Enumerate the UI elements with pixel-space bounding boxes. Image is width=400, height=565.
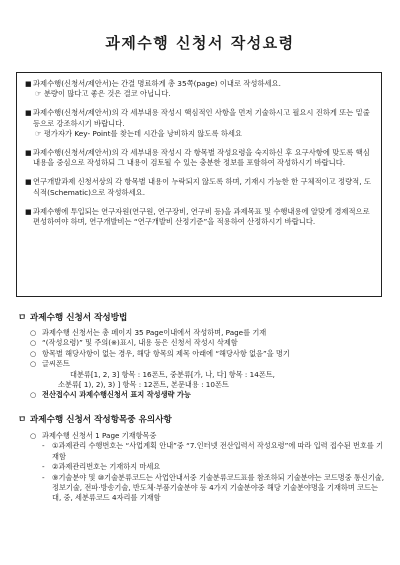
sub-list-item-text: ⑨기술분야 및 ⑩기술분류코드는 사업안내서중 기술분류코드표를 참조하되 기술분야는 코드명중 통신기술, 정보기술, 전파·방송기술, 반도체·부품기술분야 등 4가지 기술분야중 해당 기술분야명을 기재하며 코드는 대, 중, 세분류코드 4자리를 기재함: [52, 472, 385, 503]
bullet-square-icon: ■: [25, 178, 32, 187]
list-item-text: 전산접수시 과제수행신청서 표지 작성생략 가능: [42, 390, 191, 400]
list-item-text: “(작성요령)” 및 주의(※)표시, 내용 등은 신청서 작성시 삭제함: [42, 338, 238, 348]
guide-item: [25, 108, 373, 139]
list-item-text: 항목별 해당사항이 없는 경우, 해당 항목의 제목 아래에 “해당사항 없음”을 명기: [42, 348, 290, 358]
guide-item-text: 과제수행(신청서/제안서)의 각 세부내용 작성시 각 항목별 작성요령을 숙지하신 후 요구사항에 맞도록 핵심내용을 중심으로 작성하되 그 내용이 검토될 수 있는 충분한 정보를 포함하여 작성하시기 바랍니다.: [33, 148, 370, 168]
sub-list-item-text: ①과제관리 수행번호는 “사업계획 안내”중 “7.인터넷 전산입력서 작성요령”에 따라 입력 접수된 번호를 기재함: [52, 441, 384, 461]
bullet-square-icon: ■: [25, 149, 32, 158]
list-item: [18, 431, 388, 441]
section-marker: ㅁ: [18, 415, 27, 425]
guide-item-note: ☞ 분량이 많다고 좋은 것은 결코 아닙니다.: [35, 89, 171, 99]
list-item: [18, 390, 388, 400]
guide-item: [25, 148, 373, 168]
list-item: [18, 349, 388, 359]
font-spec-line: 소분류[ 1), 2), 3) ] 항목 : 12폰트, 본문내용 : 10폰트: [58, 380, 229, 390]
list-item-text: 과제수행 신청서는 총 페이지 35 Page이내에서 작성하며, Page를 기재: [42, 328, 267, 337]
font-spec-line: 대분류[1, 2, 3] 항목 : 16폰트, 중분류[가, 나, 다] 항목 : 14폰트,: [70, 369, 275, 379]
section-heading: [18, 414, 388, 426]
guide-item: [25, 177, 373, 197]
dash-bullet: -: [42, 441, 45, 451]
guide-item: [25, 79, 373, 99]
list-item: [18, 359, 388, 369]
bullet-square-icon: ■: [25, 80, 32, 88]
section-title: 과제수행 신청서 작성항목중 유의사항: [30, 415, 172, 425]
section-title: 과제수행 신청서 작성방법: [30, 313, 128, 323]
list-item: [18, 338, 388, 348]
list-item-text: 글씨폰트: [42, 359, 70, 369]
dash-bullet: -: [42, 472, 45, 482]
section-heading: [18, 312, 388, 324]
page-title: 과제수행 신청서 작성요령: [105, 34, 295, 52]
sub-list-item: [18, 462, 388, 472]
section-marker: ㅁ: [18, 313, 27, 323]
list-item-text: 과제수행 신청서 1 Page 기재항목중: [42, 431, 157, 440]
circle-bullet: ○: [30, 431, 37, 440]
guide-item: [25, 207, 373, 227]
sub-list-item: [18, 441, 388, 462]
dash-bullet: -: [42, 462, 45, 472]
guide-item-text: 과제수행에 투입되는 연구자원(연구원, 연구장비, 연구비 등)을 과제목표 및 수행내용에 알맞게 경제적으로 편성하여야 하며, 연구개발비는 “연구개발비 산정기준”을 적용하여 산정하시기 바랍니다.: [33, 206, 370, 227]
circle-bullet: ○: [30, 338, 37, 348]
guide-item-text: 과제수행(신청서/제안서)의 각 세부내용 작성시 핵심적인 사항을 먼저 기술하시고 필요시 진하게 또는 밑줄 등으로 강조하시기 바랍니다.: [33, 108, 370, 128]
section-writing-method: [18, 312, 388, 401]
circle-bullet: ○: [30, 348, 37, 358]
sub-list-item: [18, 473, 388, 504]
circle-bullet: ○: [30, 359, 37, 369]
guide-item-text: 과제수행(신청서/제안서)는 간결 명료하게 총 35쪽(page) 이내로 작성하세요.: [33, 79, 281, 88]
bullet-square-icon: ■: [25, 207, 32, 216]
circle-bullet: ○: [30, 328, 37, 337]
list-item: [18, 328, 388, 338]
section-caution: [18, 414, 388, 504]
circle-bullet: ○: [30, 390, 37, 400]
guide-item-text: 연구개발과제 신청서상의 각 항목별 내용이 누락되지 않도록 하며, 기재시 가능한 한 구체적이고 정량적, 도식적(Schematic)으로 작성하세요.: [33, 177, 371, 197]
bullet-square-icon: ■: [25, 109, 32, 118]
guide-item-note: ☞ 평가자가 Key- Point를 찾는데 시간을 낭비하지 않도록 하세요: [35, 128, 242, 138]
guide-box: [16, 72, 382, 297]
sub-list-item-text: ②과제관리번호는 기재하지 마세요: [52, 462, 161, 472]
